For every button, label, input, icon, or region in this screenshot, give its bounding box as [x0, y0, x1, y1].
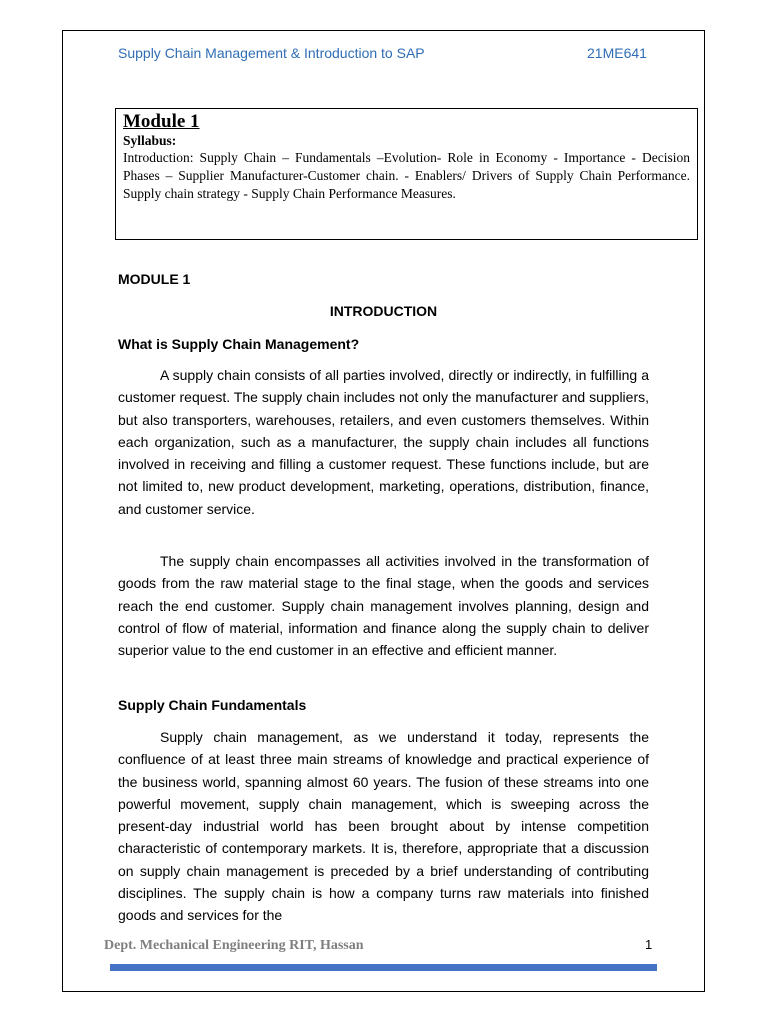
question-heading: What is Supply Chain Management?	[118, 336, 360, 352]
syllabus-text: Introduction: Supply Chain – Fundamentals –Evolution- Role in Economy - Importance - Decision Phases – Supplier Manufacturer-Customer chain. - Enablers/ Drivers of Supply Chain Performance. Supply chain strategy - Supply Chain Performance Measures.	[123, 150, 690, 201]
footer-page-number: 1	[645, 937, 653, 952]
module-heading: MODULE 1	[118, 271, 191, 287]
footer-bar	[110, 964, 657, 971]
header-title: Supply Chain Management & Introduction to SAP	[118, 45, 425, 61]
syllabus-label: Syllabus:	[123, 133, 177, 148]
paragraph-1: A supply chain consists of all parties involved, directly or indirectly, in fulfilling a customer request. The supply chain includes not only the manufacturer and suppliers, but also transporters, warehouses, retailers, and even customers themselves. Within each organization, such as a manufacturer, the supply chain includes all functions involved in receiving and filling a customer request. These functions include, but are not limited to, new product development, marketing, operations, distribution, finance, and customer service.	[118, 367, 649, 517]
footer-department: Dept. Mechanical Engineering RIT, Hassan	[104, 938, 364, 953]
header-course-code: 21ME641	[587, 45, 647, 61]
paragraph-2: The supply chain encompasses all activities involved in the transformation of goods from the raw material stage to the final stage, when the goods and services reach the end customer. Supply chain management involves planning, design and control of flow of material, information and finance along the supply chain to deliver superior value to the end customer in an effective and efficient manner.	[118, 553, 649, 659]
introduction-heading: INTRODUCTION	[329, 303, 438, 319]
syllabus-box	[115, 108, 698, 240]
syllabus-module-title: Module 1	[123, 111, 200, 132]
fundamentals-heading: Supply Chain Fundamentals	[118, 697, 307, 713]
paragraph-3: Supply chain management, as we understand it today, represents the confluence of at least three main streams of knowledge and practical experience of the business world, spanning almost 60 years. The fusion of these streams into one powerful movement, supply chain management, which is sweeping across the present-day industrial world has been brought about by intense competition characteristic of contemporary markets. It is, therefore, appropriate that a discussion on supply chain management is preceded by a brief understanding of contributing disciplines. The supply chain is how a company turns raw materials into finished goods and services for the	[118, 729, 649, 924]
